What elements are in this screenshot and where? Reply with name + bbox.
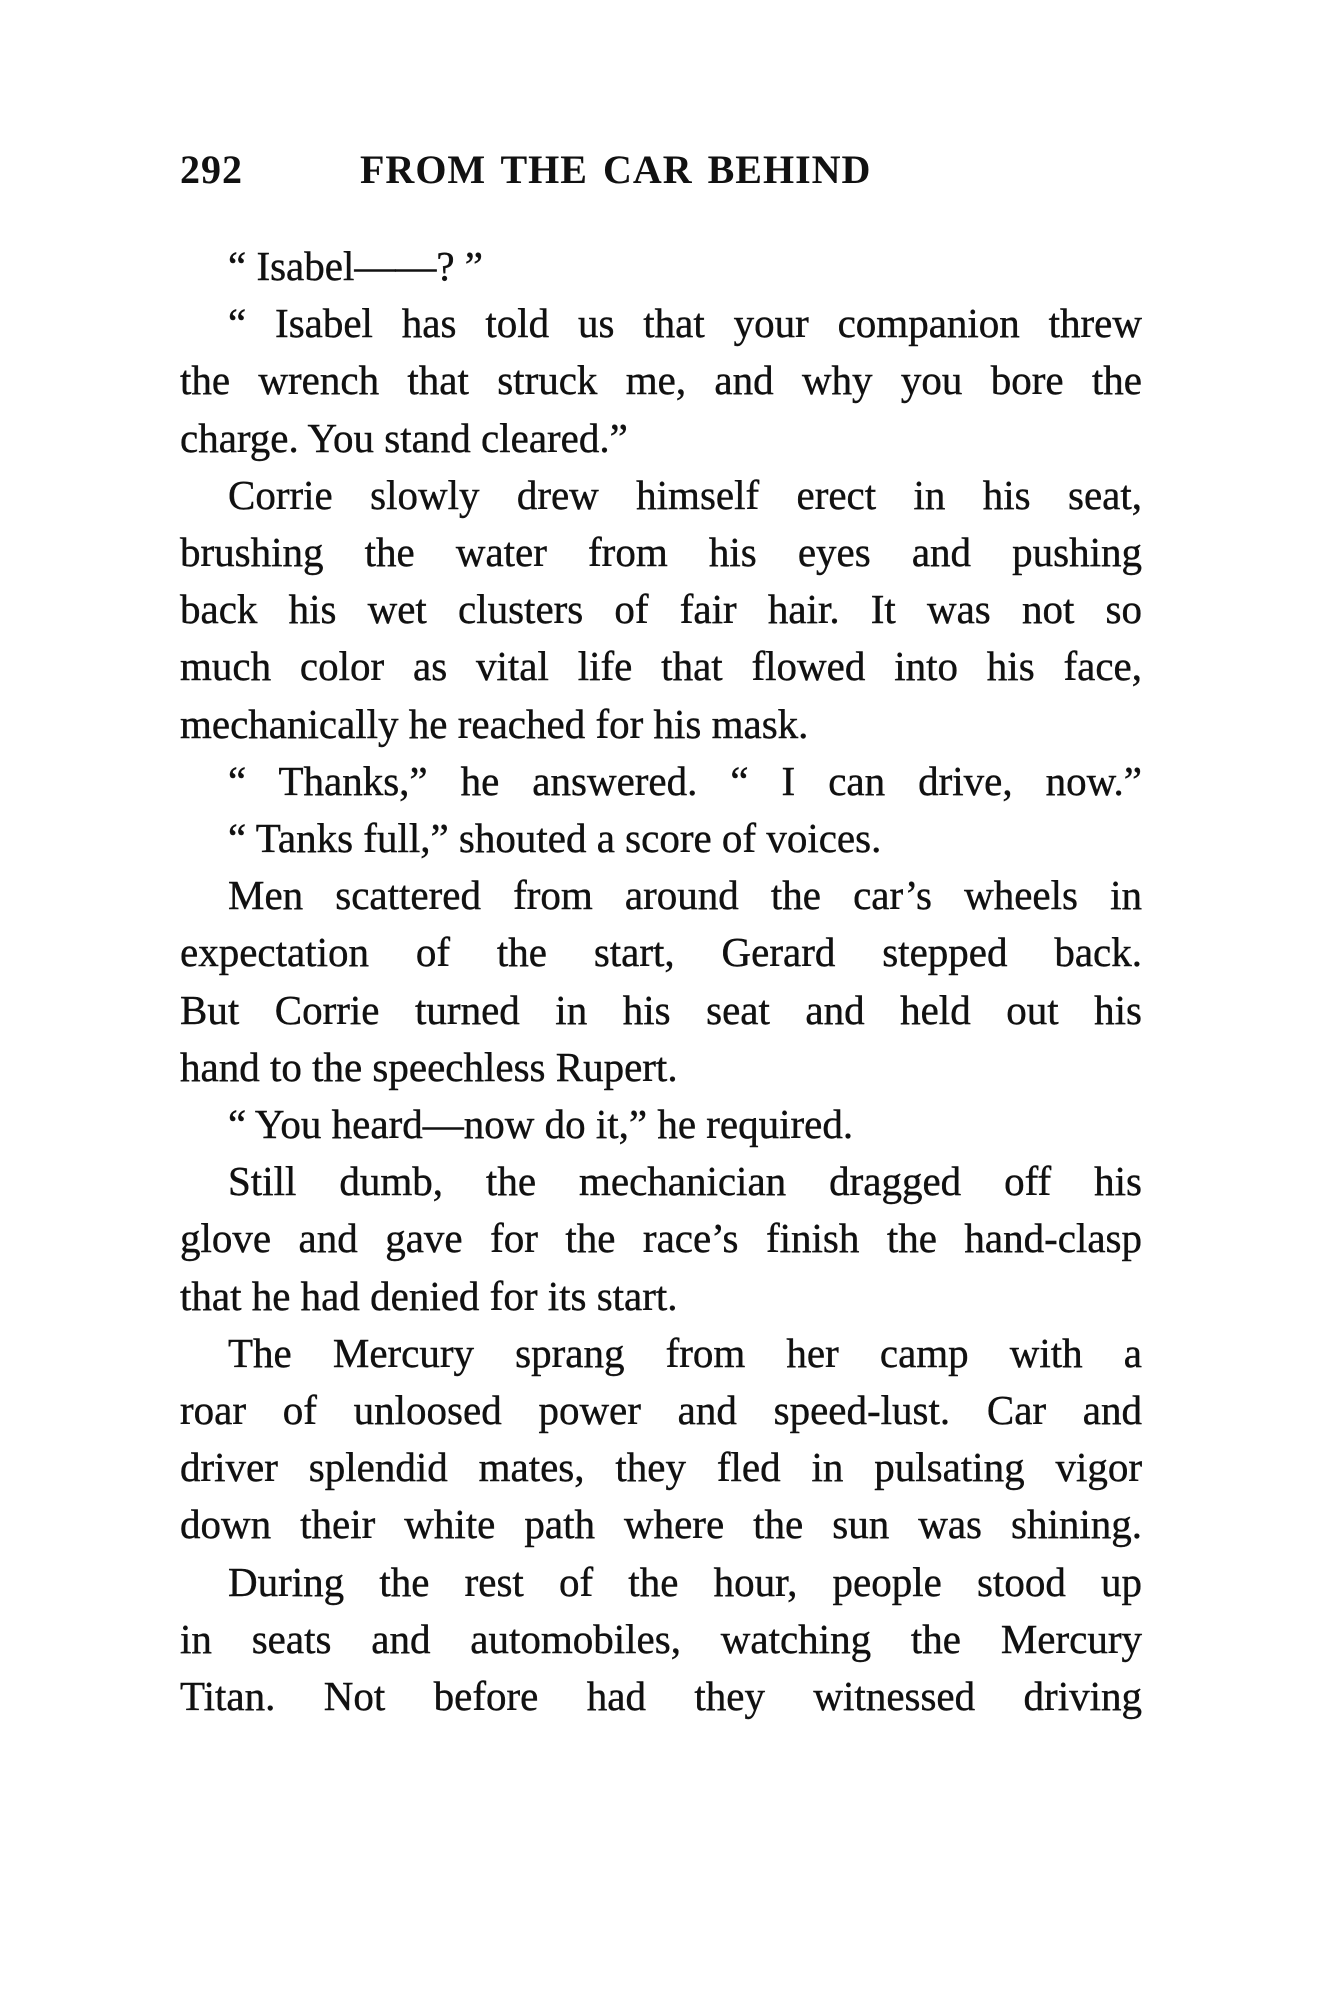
text-line: “ Isabel has told us that your companion threw	[228, 300, 1142, 347]
text-line: “ You heard—now do it,” he required.	[228, 1101, 854, 1147]
text-line: “ Thanks,” he answered. “ I can drive, now.”	[228, 757, 1142, 804]
text-line: expectation of the start, Gerard stepped back.	[180, 929, 1142, 976]
text-line: The Mercury sprang from her camp with a	[228, 1329, 1142, 1376]
text-line: that he had denied for its start.	[180, 1272, 678, 1319]
text-line: down their white path where the sun was shining.	[180, 1501, 1142, 1548]
text-line: glove and gave for the race’s finish the hand-clasp	[180, 1215, 1142, 1262]
text-line: mechanically he reached for his mask.	[180, 700, 809, 747]
text-line: driver splendid mates, they fled in pulsating vigor	[180, 1444, 1142, 1491]
text-line: Corrie slowly drew himself erect in his seat,	[228, 471, 1142, 518]
page-number: 292	[180, 147, 243, 192]
text-line: hand to the speechless Rupert.	[180, 1043, 678, 1090]
text-line: roar of unloosed power and speed-lust. Car and	[180, 1387, 1142, 1433]
text-line: the wrench that struck me, and why you bore the	[180, 357, 1142, 404]
text-line: Men scattered from around the car’s wheels in	[228, 872, 1142, 919]
text-line: much color as vital life that flowed into his face,	[180, 643, 1142, 690]
text-line: During the rest of the hour, people stood up	[228, 1558, 1142, 1605]
running-title: FROM THE CAR BEHIND	[360, 147, 872, 192]
text-line: “ Tanks full,” shouted a score of voices.	[228, 815, 882, 861]
text-line: “ Isabel——? ”	[228, 243, 483, 289]
text-line: But Corrie turned in his seat and held out his	[180, 986, 1142, 1033]
text-line: charge. You stand cleared.”	[180, 414, 628, 461]
text-line: in seats and automobiles, watching the Mercury	[180, 1615, 1142, 1662]
running-header	[180, 146, 1142, 196]
text-line: Still dumb, the mechanician dragged off his	[228, 1158, 1142, 1205]
text-line: back his wet clusters of fair hair. It was not so	[180, 586, 1142, 633]
text-line: brushing the water from his eyes and pushing	[180, 529, 1142, 575]
text-line: Titan. Not before had they witnessed driving	[180, 1673, 1142, 1719]
